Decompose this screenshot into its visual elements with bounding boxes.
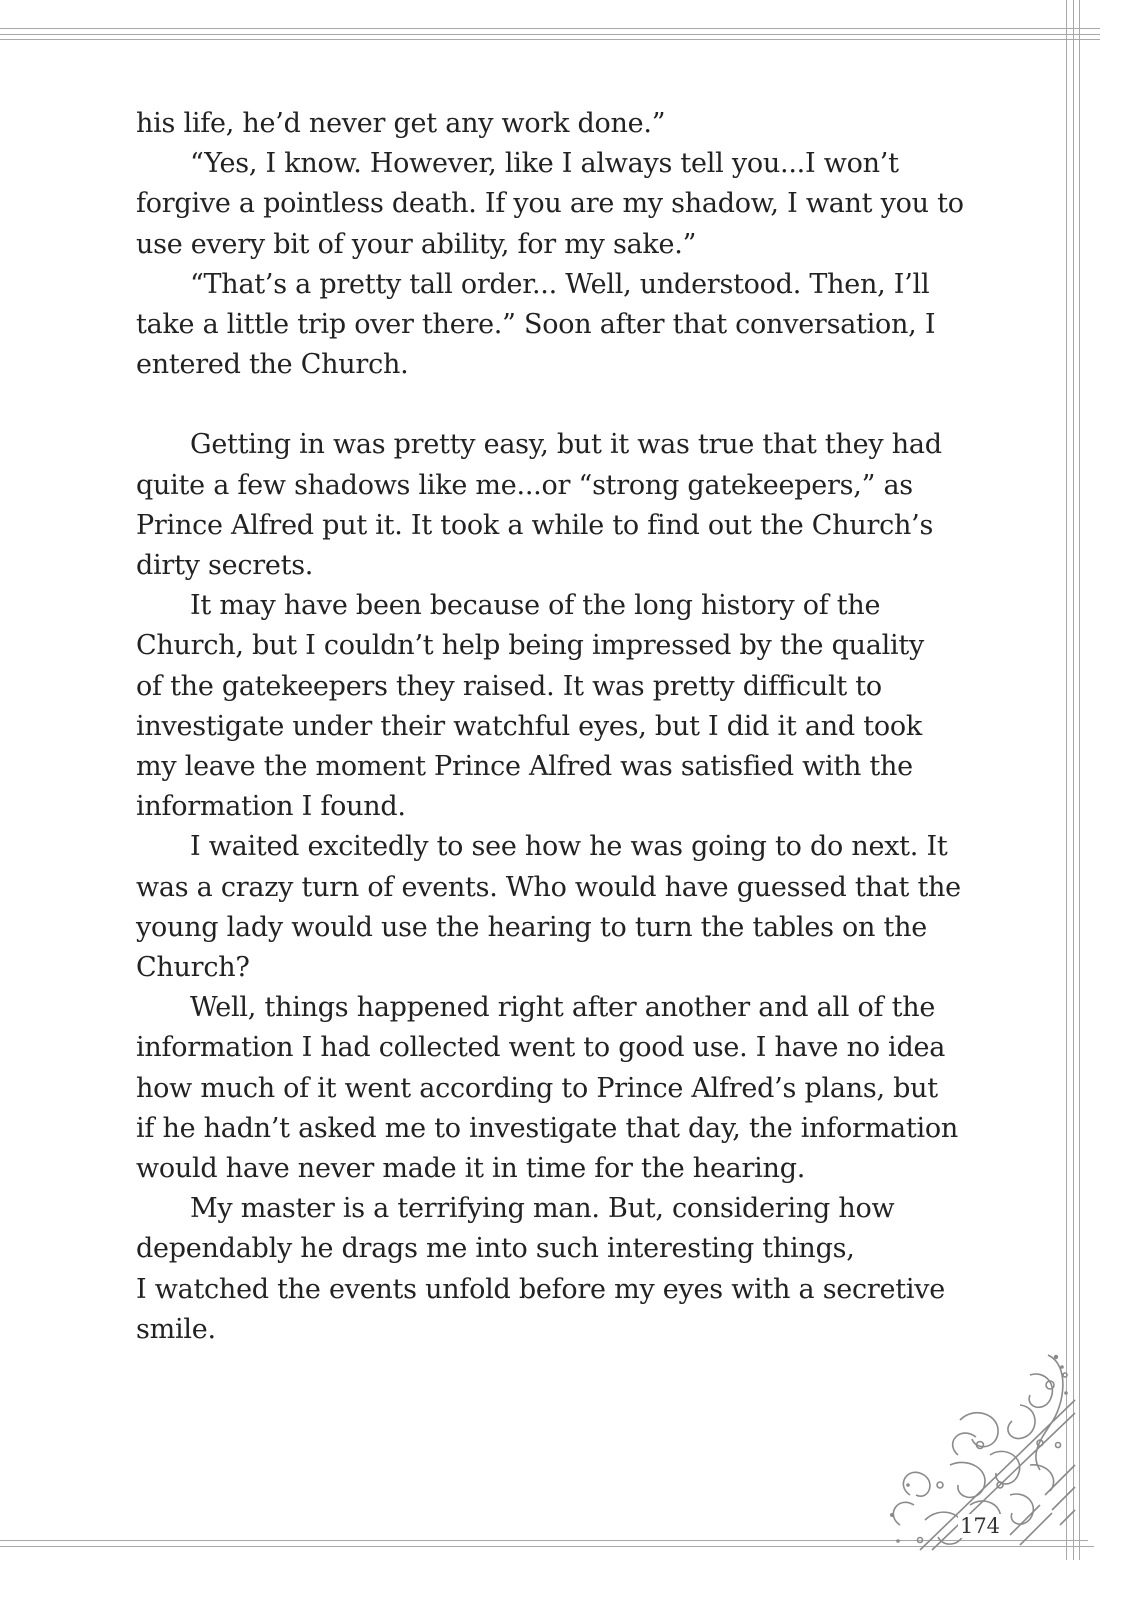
text-line: his life, he’d never get any work done.”: [136, 108, 666, 139]
page-number: 174: [959, 1514, 1001, 1538]
text-line: forgive a pointless death. If you are my shadow, I want you to: [136, 188, 964, 220]
text-line: I watched the events unfold before my eyes with a secretive: [136, 1273, 946, 1305]
text-line: information I found.: [136, 791, 406, 823]
text-line: smile.: [136, 1313, 216, 1345]
text-line: dirty secrets.: [136, 550, 314, 582]
text-line: was a crazy turn of events. Who would have guessed that the: [136, 871, 961, 903]
text-line: of the gatekeepers they raised. It was pretty difficult to: [136, 670, 882, 702]
text-line: young lady would use the hearing to turn the tables on the: [136, 911, 927, 943]
text-line: would have never made it in time for the hearing.: [136, 1153, 806, 1185]
text-line: “That’s a pretty tall order... Well, understood. Then, I’ll: [190, 268, 930, 300]
text-line: Church?: [136, 952, 250, 984]
text-line: “Yes, I know. However, like I always tell you...I won’t: [190, 148, 899, 180]
text-line: use every bit of your ability, for my sake.”: [136, 228, 697, 260]
text-line: I waited excitedly to see how he was going to do next. It: [190, 831, 948, 863]
text-line: entered the Church.: [136, 349, 409, 381]
text-line: information I had collected went to good use. I have no idea: [136, 1032, 946, 1064]
text-line: take a little trip over there.” Soon after that conversation, I: [136, 309, 936, 341]
text-line: quite a few shadows like me...or “strong gatekeepers,” as: [136, 469, 913, 501]
text-line: Well, things happened right after another and all of the: [190, 992, 936, 1024]
text-line: It may have been because of the long history of the: [190, 590, 881, 622]
text-line: how much of it went according to Prince Alfred’s plans, but: [136, 1072, 938, 1104]
text-line: my leave the moment Prince Alfred was satisfied with the: [136, 751, 913, 783]
text-line: Prince Alfred put it. It took a while to find out the Church’s: [136, 509, 934, 541]
text-line: investigate under their watchful eyes, but I did it and took: [136, 710, 922, 742]
text-line: My master is a terrifying man. But, considering how: [190, 1193, 895, 1225]
text-line: Church, but I couldn’t help being impressed by the quality: [136, 630, 925, 662]
body-text: [136, 104, 1036, 1350]
text-line: dependably he drags me into such interesting things,: [136, 1233, 855, 1265]
text-line: Getting in was pretty easy, but it was true that they had: [190, 429, 942, 461]
text-line: if he hadn’t asked me to investigate that day, the information: [136, 1112, 959, 1144]
scene-break: [136, 385, 1036, 425]
